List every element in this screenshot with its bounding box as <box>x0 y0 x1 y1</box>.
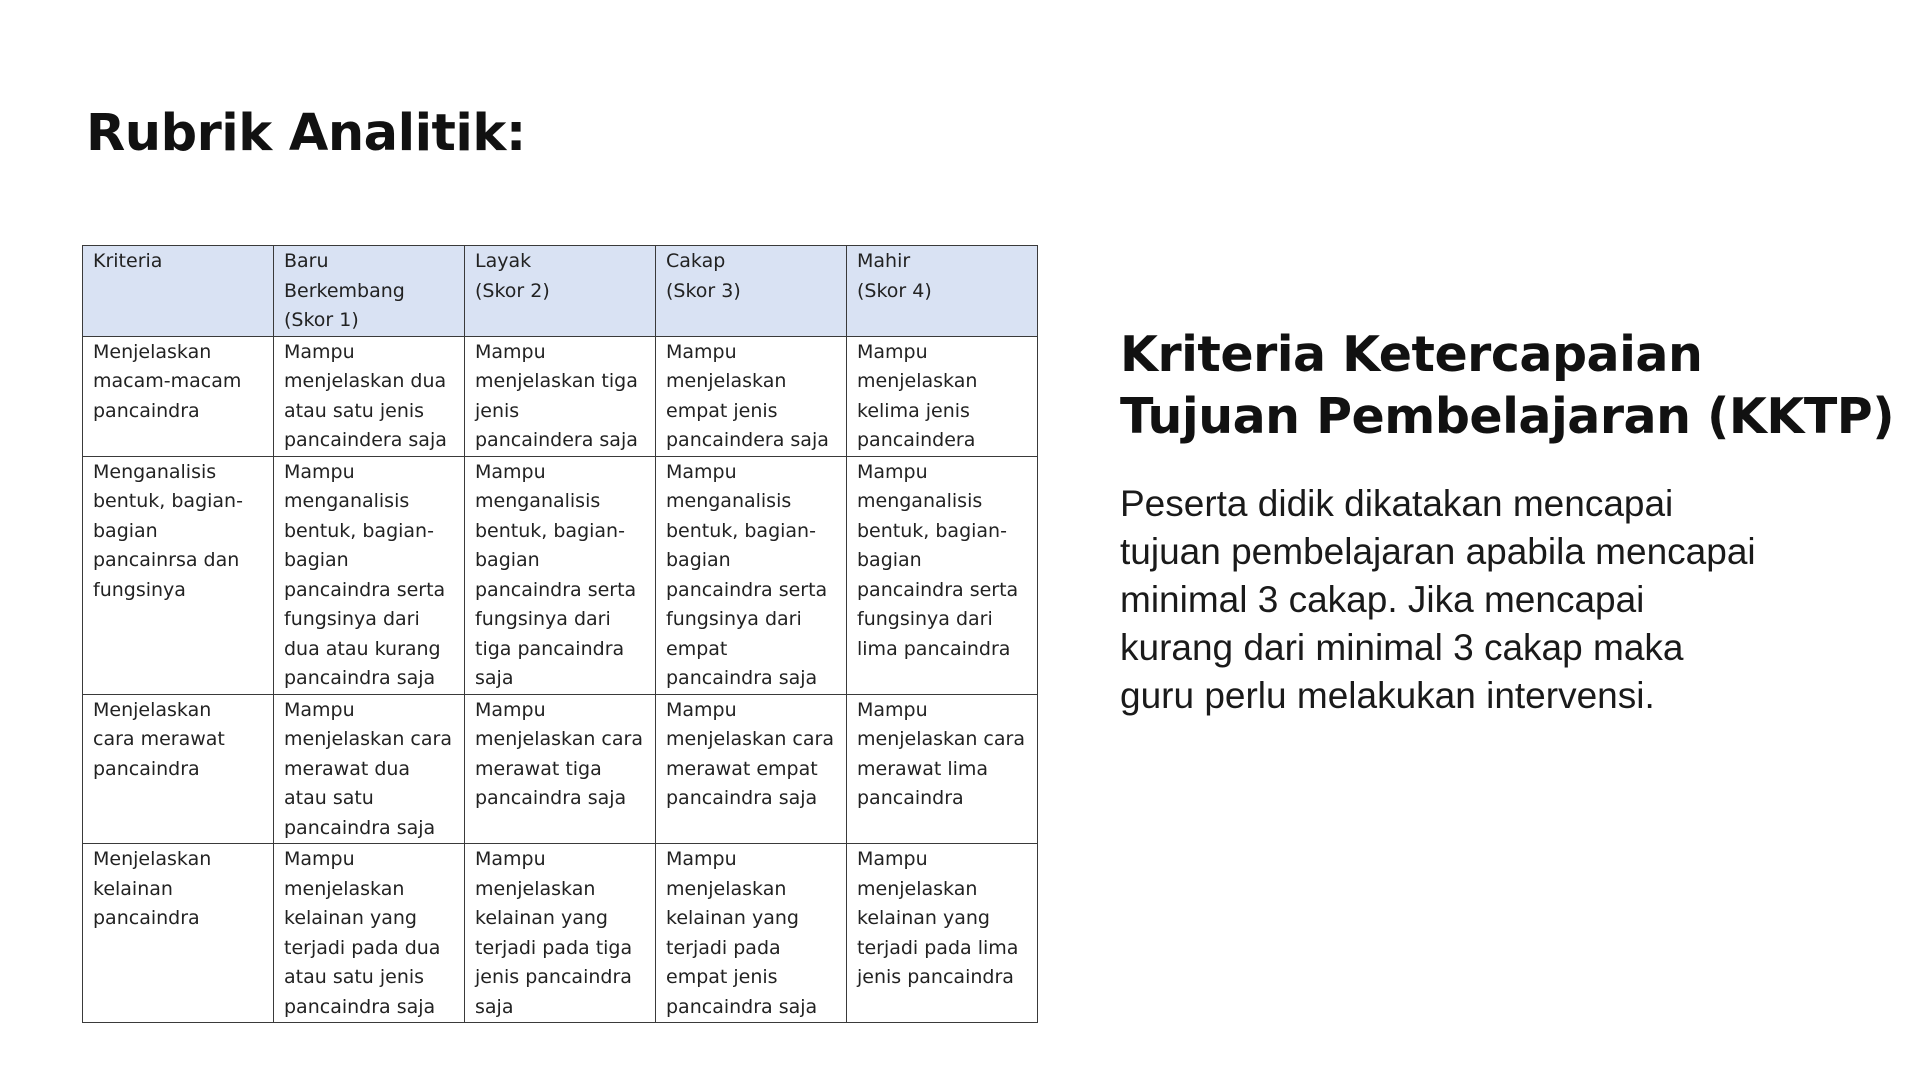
table-cell: Mampu menjelaskan kelainan yang terjadi pada dua atau satu jenis pancaindra saja <box>274 844 465 1023</box>
header-baru-berkembang: Baru Berkembang (Skor 1) <box>274 246 465 337</box>
table-cell: Mampu menjelaskan dua atau satu jenis pancaindera saja <box>274 336 465 456</box>
table-header-row <box>83 246 1038 337</box>
table-row <box>83 336 1038 456</box>
table-cell: Menjelaskan kelainan pancaindra <box>83 844 274 1023</box>
table-cell: Mampu menganalisis bentuk, bagian- bagian pancaindra serta fungsinya dari empat pancaindra saja <box>656 456 847 694</box>
header-kriteria: Kriteria <box>83 246 274 337</box>
table-cell: Mampu menjelaskan kelainan yang terjadi pada tiga jenis pancaindra saja <box>465 844 656 1023</box>
header-cakap: Cakap (Skor 3) <box>656 246 847 337</box>
table-cell: Menjelaskan macam-macam pancaindra <box>83 336 274 456</box>
table-cell: Menjelaskan cara merawat pancaindra <box>83 694 274 844</box>
table-cell: Mampu menjelaskan cara merawat dua atau satu pancaindra saja <box>274 694 465 844</box>
table-cell: Mampu menjelaskan cara merawat lima pancaindra <box>847 694 1038 844</box>
table-cell: Menganalisis bentuk, bagian- bagian pancainrsa dan fungsinya <box>83 456 274 694</box>
table-cell: Mampu menjelaskan tiga jenis pancaindera saja <box>465 336 656 456</box>
table-cell: Mampu menjelaskan kelima jenis pancaindera <box>847 336 1038 456</box>
table-row <box>83 844 1038 1023</box>
table-cell: Mampu menjelaskan cara merawat tiga pancaindra saja <box>465 694 656 844</box>
slide-title: Rubrik Analitik: <box>86 104 526 163</box>
table-cell: Mampu menganalisis bentuk, bagian- bagian pancaindra serta fungsinya dari lima pancaindra <box>847 456 1038 694</box>
table-cell: Mampu menganalisis bentuk, bagian- bagian pancaindra serta fungsinya dari tiga pancaindra saja <box>465 456 656 694</box>
header-layak: Layak (Skor 2) <box>465 246 656 337</box>
table-cell: Mampu menjelaskan cara merawat empat pancaindra saja <box>656 694 847 844</box>
table-cell: Mampu menjelaskan kelainan yang terjadi pada empat jenis pancaindra saja <box>656 844 847 1023</box>
table-cell: Mampu menganalisis bentuk, bagian- bagian pancaindra serta fungsinya dari dua atau kurang pancaindra saja <box>274 456 465 694</box>
table-cell: Mampu menjelaskan kelainan yang terjadi pada lima jenis pancaindra <box>847 844 1038 1023</box>
header-mahir: Mahir (Skor 4) <box>847 246 1038 337</box>
rubric-table <box>82 245 1038 1023</box>
table-row <box>83 456 1038 694</box>
table-cell: Mampu menjelaskan empat jenis pancaindera saja <box>656 336 847 456</box>
table-row <box>83 694 1038 844</box>
kktp-heading: Kriteria Ketercapaian Tujuan Pembelajaran (KKTP) <box>1120 326 1895 445</box>
kktp-description: Peserta didik dikatakan mencapai tujuan pembelajaran apabila mencapai minimal 3 cakap. Jika mencapai kurang dari minimal 3 cakap maka guru perlu melakukan intervensi. <box>1120 483 1756 716</box>
